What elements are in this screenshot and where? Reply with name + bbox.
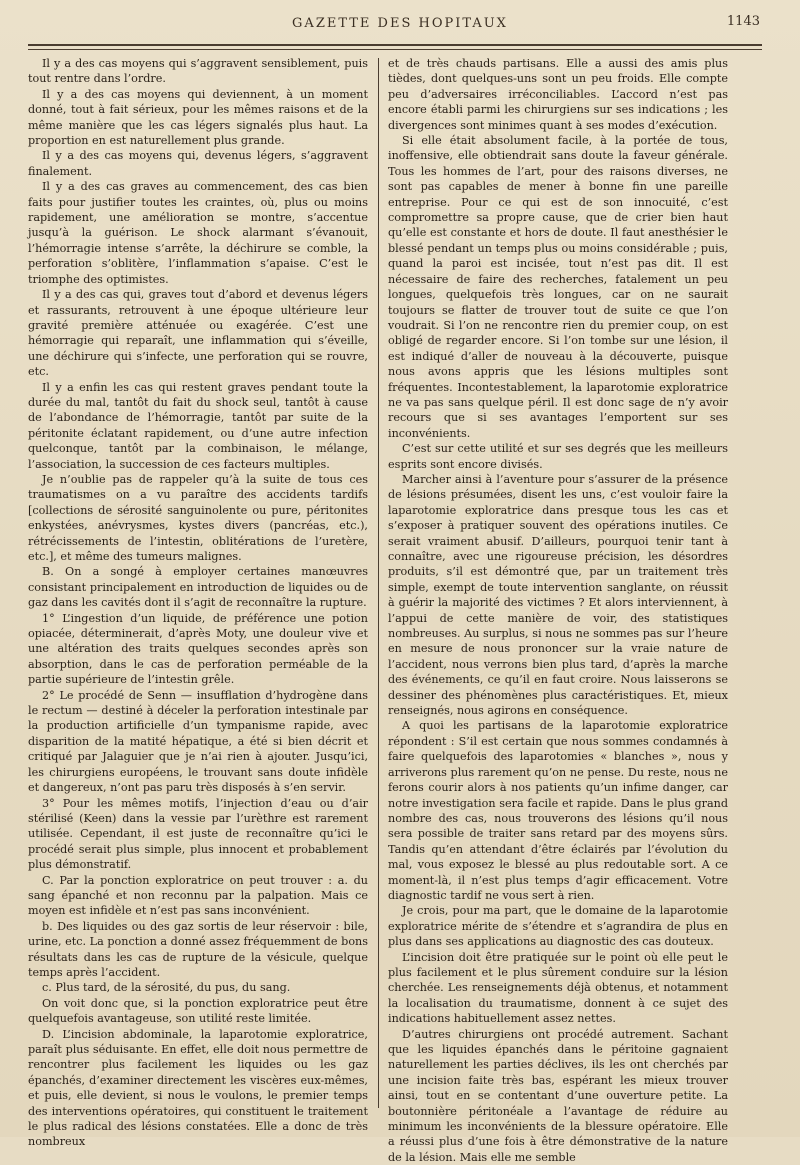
paragraph: A quoi les partisans de la laparotomie exploratrice répondent : S’il est certain que nous sommes condamnés à faire quelquefois des laparotomies « blanches », nous y arriverons plus rarement qu’on ne pense. Du reste, nous ne ferons courir alors à nos patients qu’un infime danger, car notre investigation sera facile et rapide. Dans le plus grand nombre des cas, nous trouverons des lésions qu’il nous sera possible de traiter sans retard par des moyens sûrs. Tandis qu’en attendant d’être éclairés par l’évolution du mal, vous exposez le blessé au plus redoutable sort. A ce moment-là, il n’est plus temps d’agir efficacement. Votre diagnostic tardif ne vous sert à rien.	[388, 719, 728, 902]
paragraph: C. Par la ponction exploratrice on peut trouver : a. du sang épanché et non reconnu par la palpation. Mais ce moyen est infidèle et n’est pas sans inconvénient.	[28, 873, 368, 918]
paragraph: L’incision doit être pratiquée sur le point où elle peut le plus facilement et le plus sûrement conduire sur la lésion cherchée. Les renseignements déjà obtenus, et notamment la localisation du traumatisme, donnent à ce sujet des indications habituellement assez nettes.	[388, 950, 728, 1026]
paragraph: Je n’oublie pas de rappeler qu’à la suite de tous ces traumatismes on a vu paraître des accidents tardifs [collections de sérosité sanguinolente ou pure, péritonites enkystées, anévrysmes, kystes divers (pancréas, etc.), rétrécissements de l’intestin, oblitérations de l’uretère, etc.], et même des tumeurs malignes.	[28, 472, 368, 563]
paragraph: B. On a songé à employer certaines manœuvres consistant principalement en introduction de liquides ou de gaz dans les cavités dont il s’agit de reconnaître la rupture.	[28, 565, 368, 610]
paragraph: On voit donc que, si la ponction exploratrice peut être quelquefois avantageuse, son utilité reste limitée.	[28, 996, 368, 1026]
paragraph: Il y a des cas moyens qui deviennent, à un moment donné, tout à fait sérieux, pour les mêmes raisons et de la même manière que les cas légers signalés plus haut. La proportion en est naturellement plus grande.	[28, 87, 368, 148]
header-rule-thin	[28, 49, 762, 50]
paragraph: Il y a des cas qui, graves tout d’abord et devenus légers et rassurants, retrouvent à une époque ultérieure leur gravité première atténuée ou exagérée. C’est une hémorragie qui reparaît, une inflammation qui s’éveille, une déchirure qui s’infecte, une perforation qui se rouvre, etc.	[28, 288, 368, 379]
page-number: 1143	[726, 14, 760, 29]
paragraph: 1° L’ingestion d’un liquide, de préférence une potion opiacée, déterminerait, d’après Moty, une douleur vive et une altération des traits quelques secondes après son absorption, dans le cas de perforation perméable de la partie supérieure de l’intestin grêle.	[28, 611, 368, 687]
journal-title: GAZETTE DES HOPITAUX	[292, 16, 508, 31]
paragraph: C’est sur cette utilité et sur ses degrés que les meilleurs esprits sont encore divisés.	[388, 442, 728, 471]
text-columns	[28, 56, 740, 1164]
paragraph: b. Des liquides ou des gaz sortis de leur réservoir : bile, urine, etc. La ponction a donné assez fréquemment de bons résultats dans les cas de rupture de la vésicule, quelque temps après l’accident.	[28, 919, 368, 979]
paragraph: Si elle était absolument facile, à la portée de tous, inoffensive, elle obtiendrait sans doute la faveur générale. Tous les hommes de l’art, pour des raisons diverses, ne sont pas capables de mener à bonne fin une pareille entreprise. Pour ce qui est de son innocuité, c’est compromettre sa propre cause, que de crier bien haut qu’elle est constante et hors de doute. Il faut anesthésier le blessé pendant un temps plus ou moins considérable ; puis, quand la paroi est incisée, tout n’est pas dit. Il est nécessaire de faire des recherches, fatalement un peu longues, quelquefois très longues, car on ne saurait toujours se flatter de trouver tout de suite ce que l’on voudrait. Si l’on ne rencontre rien du premier coup, on est obligé de regarder encore. Si l’on tombe sur une lésion, il est indiqué d’aller de nouveau à la découverte, puisque nous avons appris que les lésions multiples sont fréquentes. Incontestablement, la laparotomie exploratrice ne va pas sans quelque péril. Il est donc sage de n’y avoir recours que si ses avantages l’emportent sur ses inconvénients.	[388, 134, 728, 440]
paragraph: 3° Pour les mêmes motifs, l’injection d’eau ou d’air stérilisé (Keen) dans la vessie par l’urèthre est rarement utilisée. Cependant, il est juste de reconnaître qu’ici le procédé serait plus simple, plus innocent et probablement plus démonstratif.	[28, 796, 368, 872]
paragraph: D. L’incision abdominale, la laparotomie exploratrice, paraît plus séduisante. En effet, elle doit nous permettre de rencontrer plus facilement les liquides ou les gaz épanchés, d’examiner directement les viscères eux-mêmes, et puis, elle devient, si nous le voulons, le premier temps des interventions opératoires, qui constituent le traitement le plus radical des lésions constatées. Elle a donc de très nombreux	[28, 1027, 368, 1149]
paragraph: et de très chauds partisans. Elle a aussi des amis plus tièdes, dont quelques-uns sont un peu froids. Elle compte peu d’adversaires irréconciliables. L’accord n’est pas encore établi parmi les chirurgiens sur ses indications ; les divergences sont minimes quant à ses modes d’exécution.	[388, 57, 728, 132]
paragraph: Il y a des cas moyens qui s’aggravent sensiblement, puis tout rentre dans l’ordre.	[28, 57, 368, 86]
column-divider	[378, 58, 379, 1108]
paragraph: 2° Le procédé de Senn — insufflation d’hydrogène dans le rectum — destiné à déceler la perforation intestinale par la production artificielle d’un tympanisme rapide, avec disparition de la matité hépatique, a été si bien décrit et critiqué par Jalaguier que je n’ai rien à ajouter. Jusqu’ici, les chirurgiens européens, le trouvant sans doute infidèle et dangereux, n’ont pas paru très disposés à s’en servir.	[28, 688, 368, 795]
right-column	[388, 56, 728, 1164]
page-header	[0, 12, 800, 38]
paragraph: Il y a des cas moyens qui, devenus légers, s’aggravent finalement.	[28, 149, 368, 178]
header-rule	[28, 44, 762, 46]
paragraph: Je crois, pour ma part, que le domaine de la laparotomie exploratrice mérite de s’étendre et s’agrandira de plus en plus dans ses applications au diagnostic des cas douteux.	[388, 904, 728, 949]
paragraph: D’autres chirurgiens ont procédé autrement. Sachant que les liquides épanchés dans le péritoine gagnaient naturellement les parties déclives, ils les ont cherchés par une incision faite très bas, espérant les mieux trouver ainsi, tout en se contentant d’une ouverture petite. La boutonnière péritonéale a l’avantage de réduire au minimum les inconvénients de la blessure opératoire. Elle a réussi plus d’une fois à être démonstrative de la nature de la lésion. Mais elle me semble	[388, 1027, 728, 1164]
paragraph: c. Plus tard, de la sérosité, du pus, du sang.	[42, 981, 291, 995]
paragraph: Marcher ainsi à l’aventure pour s’assurer de la présence de lésions présumées, disent les uns, c’est vouloir faire la laparotomie exploratrice dans presque tous les cas et s’exposer à pratiquer souvent des opérations inutiles. Ce serait vraiment abusif. D’ailleurs, pourquoi tenir tant à connaître, avec une rigoureuse précision, les désordres produits, s’il est démontré que, par un traitement très simple, exempt de toute intervention sanglante, on réussit à guérir la majorité des victimes ? Et alors interviennent, à l’appui de cette manière de voir, des statistiques nombreuses. Au surplus, si nous ne sommes pas sur l’heure en mesure de nous prononcer sur la vraie nature de l’accident, nous verrons bien plus tard, d’après la marche des événements, ce qu’il en faut croire. Nous laisserons se dessiner des phénomènes plus caractéristiques. Et, mieux renseignés, nous agirons en conséquence.	[388, 472, 728, 718]
paragraph: Il y a des cas graves au commencement, des cas bien faits pour justifier toutes les craintes, où, plus ou moins rapidement, une amélioration se montre, s’accentue jusqu’à la guérison. Le shock alarmant s’évanouit, l’hémorragie intense s’arrête, la déchirure se comble, la perforation s’oblitère, l’inflammation s’apaise. C’est le triomphe des optimistes.	[28, 180, 368, 286]
paragraph: Il y a enfin les cas qui restent graves pendant toute la durée du mal, tantôt du fait du shock seul, tantôt à cause de l’abondance de l’hémorragie, tantôt par suite de la péritonite éclatant rapidement, ou d’une autre infection quelconque, tantôt par la combinaison, le mélange, l’association, la succession de ces facteurs multiples.	[28, 380, 368, 471]
left-column	[28, 56, 368, 1149]
